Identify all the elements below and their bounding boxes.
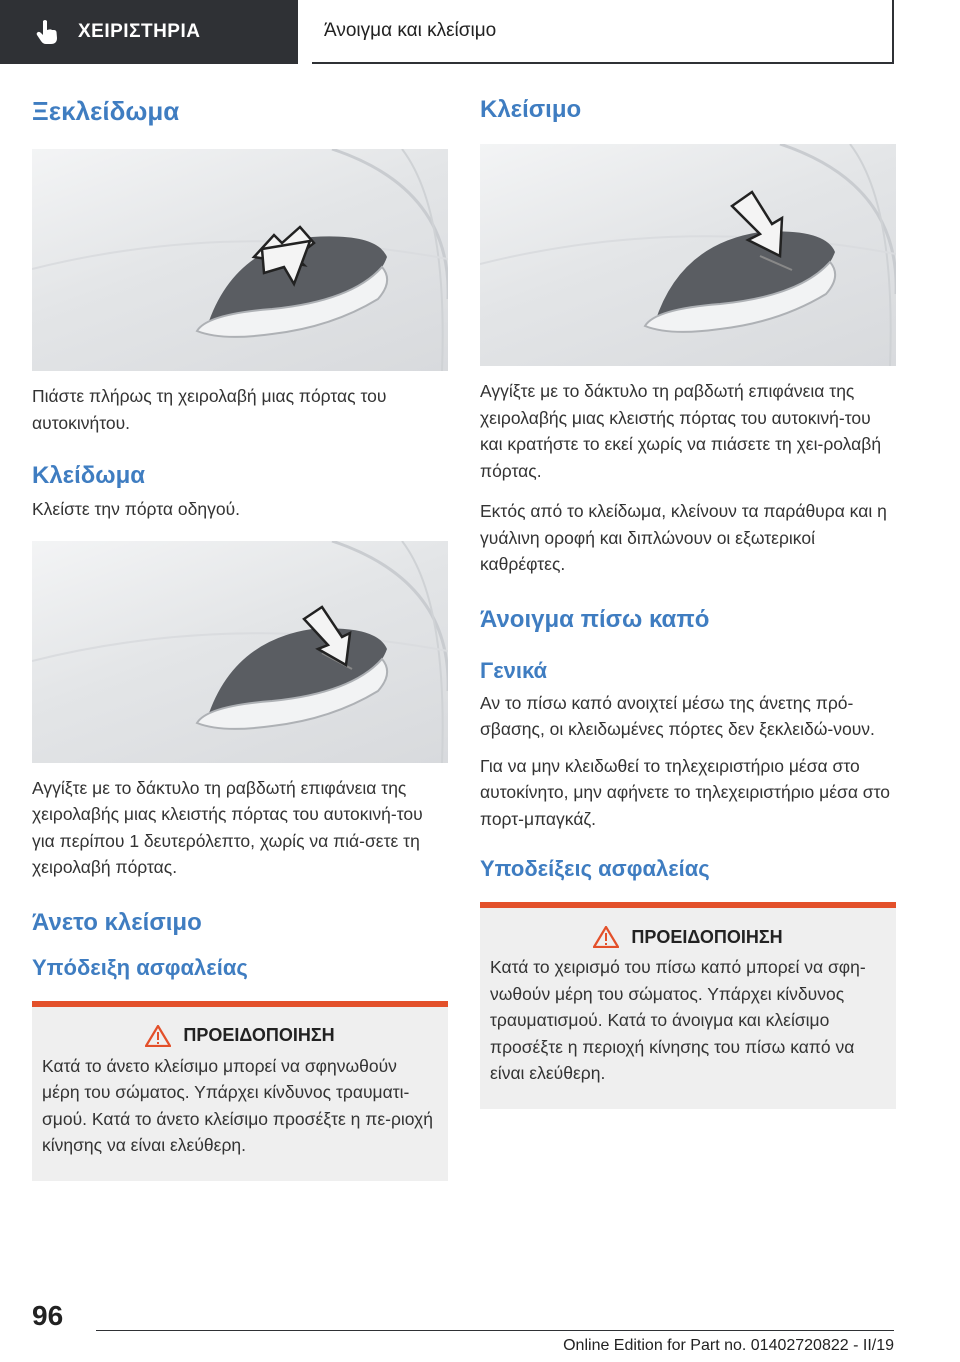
door-handle-illustration [32, 541, 448, 763]
lock-text: Κλείστε την πόρτα οδηγού. [32, 499, 241, 519]
warning-triangle-icon [145, 1025, 171, 1047]
warning-label: ΠΡΟΕΙΔΟΠΟΙΗΣΗ [183, 1025, 335, 1045]
close-text-windows: Εκτός από το κλείδωμα, κλείνουν τα παράθυρα και η γυάλινη οροφή και διπλώνουν οι εξωτερικοί καθρέφτες. [480, 501, 887, 574]
unlock-text: Πιάστε πλήρως τη χειρολαβή μιας πόρτας του αυτοκινήτου. [32, 386, 387, 433]
lock-touch-text: Αγγίξτε με το δάκτυλο τη ραβδωτή επιφάνεια της χειρολαβής μιας κλειστής πόρτας του αυτοκινή-του για περίπου 1 δευτερόλεπτο, χωρίς να πιά-σετε τη χειρολαβή πόρτας. [32, 777, 423, 877]
door-handle-photo-unlock [32, 149, 448, 371]
warning-box [32, 1001, 448, 1181]
door-handle-illustration [32, 149, 448, 371]
warning-triangle-icon [593, 926, 619, 948]
close-heading: Κλείσιμο [480, 96, 582, 123]
door-handle-photo-lock [32, 541, 448, 763]
header-section-tab [0, 0, 298, 64]
right-column [480, 96, 896, 1109]
header-section-title: ΧΕΙΡΙΣΤΗΡΙΑ [78, 21, 201, 42]
comfort-close-heading: Άνετο κλείσιμο [32, 908, 202, 936]
hand-touch-icon [36, 19, 58, 45]
warning-header [490, 926, 886, 948]
safety-note-heading: Υπόδειξη ασφαλείας [32, 954, 248, 980]
general-text-access: Αν το πίσω καπό ανοιχτεί μέσω της άνετης πρό-σβασης, οι κλειδωμένες πόρτες δεν ξεκλειδώ-νουν. [480, 692, 875, 739]
header-chapter-title: Άνοιγμα και κλείσιμο [324, 20, 497, 41]
left-column [32, 96, 448, 1181]
warning-box [480, 902, 896, 1109]
general-heading: Γενικά [480, 657, 548, 683]
general-text-remote: Για να μην κλειδωθεί το τηλεχειριστήριο μέσα στο αυτοκίνητο, μην αφήνετε το τηλεχειριστήριο μέσα στο πορτ-μπαγκάζ. [480, 755, 891, 829]
page-number: 96 [32, 1300, 64, 1331]
warning-text: Κατά το χειρισμό του πίσω καπό μπορεί να σφη-νωθούν μέρη του σώματος. Υπάρχει κίνδυνος τραυματισμού. Κατά το άνοιγμα και κλείσιμο προσέξτε η περιοχή κίνησης του πίσω καπό να είναι ελεύθερη. [490, 957, 866, 1083]
unlock-heading: Ξεκλείδωμα [32, 96, 180, 126]
warning-text: Κατά το άνετο κλείσιμο μπορεί να σφηνωθούν μέρη του σώματος. Υπάρχει κίνδυνος τραυματι-σμού. Κατά το άνετο κλείσιμο προσέξτε η πε-ριοχή κίνησης να είναι ελεύθερη. [42, 1055, 433, 1155]
lock-heading: Κλείδωμα [32, 462, 146, 489]
footer-divider [96, 1330, 894, 1331]
door-handle-photo-close [480, 144, 896, 366]
header-chapter-box [312, 0, 894, 64]
warning-label: ΠΡΟΕΙΔΟΠΟΙΗΣΗ [631, 926, 783, 947]
close-text-touch: Αγγίξτε με το δάκτυλο τη ραβδωτή επιφάνεια της χειρολαβής μιας κλειστής πόρτας του αυτοκινή-του και κρατήστε το εκεί χωρίς να πιάσετε τη χει-ρολαβή πόρτας. [480, 381, 882, 481]
warning-header [42, 1025, 438, 1047]
safety-notes-heading: Υποδείξεις ασφαλείας [480, 856, 710, 881]
trunk-open-heading: Άνοιγμα πίσω καπό [480, 605, 710, 633]
door-handle-illustration [480, 144, 896, 366]
footer-edition-text: Online Edition for Part no. 01402720822 - II/19 [563, 1337, 894, 1354]
